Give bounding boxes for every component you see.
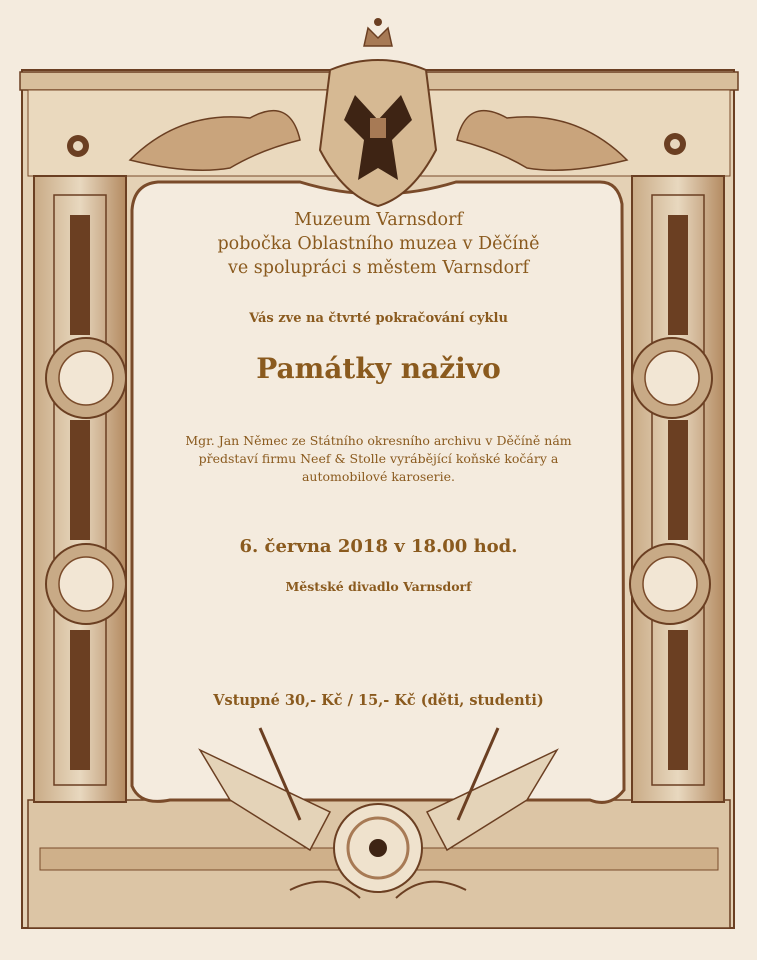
organizer-line: ve spolupráci s městem Varnsdorf xyxy=(227,258,530,278)
invite-line: Vás zve na čtvrté pokračování cyklu xyxy=(249,311,508,326)
event-date-time: 6. června 2018 v 18.00 hod. xyxy=(239,536,518,557)
organizer-block xyxy=(0,208,757,280)
organizer-line: pobočka Oblastního muzea v Děčíně xyxy=(217,234,540,254)
event-venue: Městské divadlo Varnsdorf xyxy=(285,579,472,594)
organizer-line: Muzeum Varnsdorf xyxy=(294,210,463,230)
crown-icon xyxy=(364,18,392,46)
event-description: Mgr. Jan Němec ze Státního okresního archivu v Děčíně nám představí firmu Neef & Stolle vyrábějící koňské kočáry a automobilové karoserie. xyxy=(185,433,572,484)
event-title: Památky naživo xyxy=(256,352,501,385)
admission-price: Vstupné 30,- Kč / 15,- Kč (děti, studenti) xyxy=(213,692,544,709)
